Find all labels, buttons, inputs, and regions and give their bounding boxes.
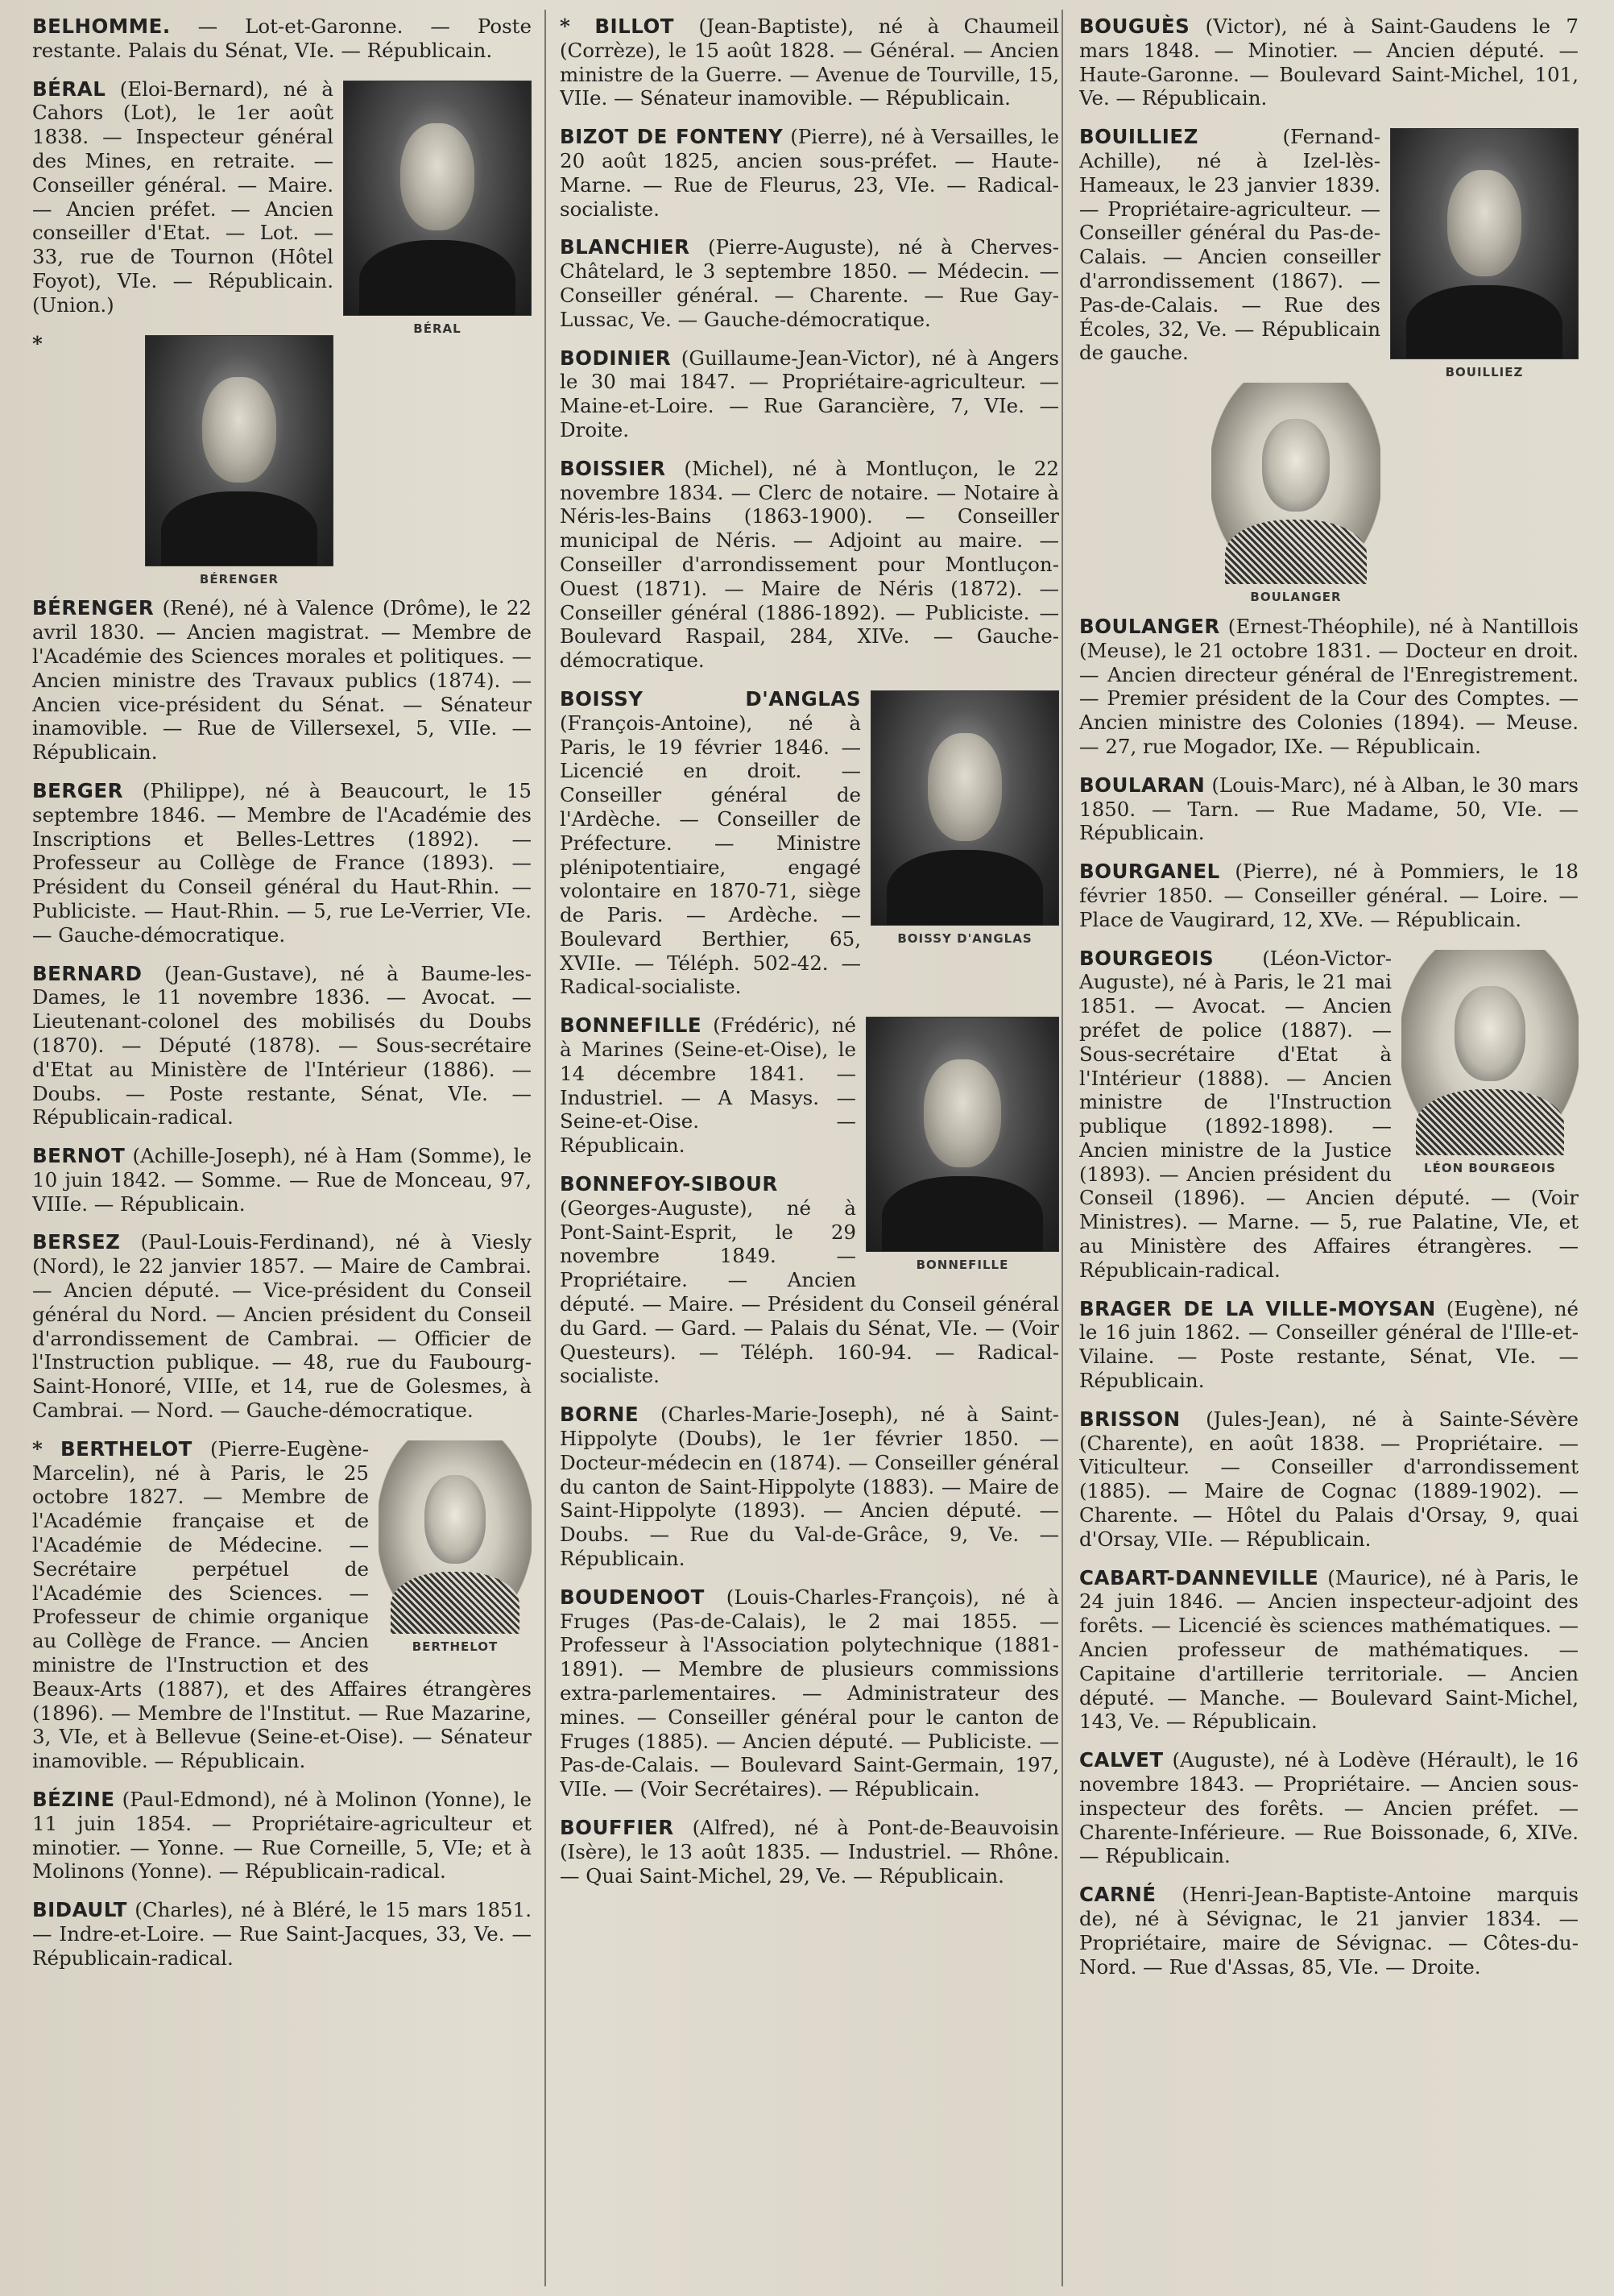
entry-text: (Achille-Joseph), né à Ham (Somme), le 10 juin 1842. — Somme. — Rue de Monceau, 97, VIIIe. — Républicain. [32, 1144, 532, 1216]
entry-name: BOUFFIER [560, 1815, 674, 1839]
entry-name: BONNEFOY-SIBOUR [560, 1172, 778, 1196]
portrait-figure [871, 690, 1059, 951]
directory-entry [560, 125, 1059, 221]
directory-entry [1079, 1748, 1579, 1868]
entry-text: (Charles-Marie-Joseph), né à Saint-Hippolyte (Doubs), le 1er février 1850. — Docteur-médecin en (1874). — Conseiller général du canton de Saint-Hippolyte (1883). — Maire de Saint-Hippolyte (1893). — Ancien député. — Doubs. — Rue du Val-de-Grâce, 9, Ve. — Républicain. [560, 1403, 1059, 1571]
entry-text: (Fernand-Achille), né à Izel-lès-Hameaux, le 23 janvier 1839. — Propriétaire-agriculteur. — Conseiller général du Pas-de-Calais. — Ancien conseiller d'arrondissement (1867). — Pas-de-Calais. — Rue des Écoles, 32, Ve. — Républicain de gauche. [1079, 125, 1380, 365]
entry-text: — Lot-et-Garonne. — Poste restante. Palais du Sénat, VIe. — Républicain. [32, 15, 532, 62]
portrait-figure [866, 1017, 1059, 1278]
directory-entry [560, 15, 1059, 110]
entry-name: BODINIER [560, 346, 672, 370]
directory-entry [1079, 860, 1579, 931]
entry-text: (Eugène), né le 16 juin 1862. — Conseiller général de l'Ille-et-Vilaine. — Poste restante, Sénat, VIe. — Républicain. [1079, 1296, 1579, 1393]
directory-entry [560, 346, 1059, 442]
entry-name: BERSEZ [32, 1230, 121, 1254]
portrait-caption: BÉRENGER [199, 571, 279, 586]
entry-text: (Philippe), né à Beaucourt, le 15 septembre 1846. — Membre de l'Académie des Inscriptions et Belles-Lettres (1892). — Professeur au Collège de France (1893). — Président du Conseil général du Haut-Rhin. — Publiciste. — Haut-Rhin. — 5, rue Le-Verrier, VIe. — Gauche-démocratique. [32, 778, 532, 947]
entry-name: CARNÉ [1079, 1883, 1157, 1907]
portrait-caption: BOULANGER [1250, 590, 1342, 605]
entry-name: BERNOT [32, 1144, 126, 1168]
entry-name: BORNE [560, 1403, 639, 1427]
portrait-figure [1211, 383, 1380, 610]
entry-name: CABART-DANNEVILLE [1079, 1565, 1319, 1589]
portrait-image [1211, 383, 1380, 584]
portrait-image [1401, 950, 1579, 1155]
entry-name: BOULARAN [1079, 773, 1206, 797]
directory-entry [560, 687, 1059, 999]
directory-entry [1079, 1883, 1579, 1979]
senator-marker: * [32, 331, 43, 355]
entry-text: (François-Antoine), né à Paris, le 19 février 1846. — Licencié en droit. — Conseiller général de l'Ardèche. — Conseiller de Préfecture. — Ministre plénipotentiaire, engagé volontaire en 1870-71, siège de Paris. — Ardèche. — Boulevard Berthier, 65, XVIIe. — Téléph. 502-42. — Radical-socialiste. [560, 711, 861, 999]
entry-text: (Henri-Jean-Baptiste-Antoine marquis de), né à Sévignac, le 21 janvier 1834. — Propriétaire, maire de Sévignac. — Côtes-du-Nord. — Rue d'Assas, 85, VIe. — Droite. [1079, 1883, 1579, 1979]
column-3 [1079, 15, 1579, 2282]
column-rule [1062, 10, 1063, 2286]
directory-entry [1079, 1297, 1579, 1393]
entry-text: (Michel), né à Montluçon, le 22 novembre 1834. — Clerc de notaire. — Notaire à Néris-les-Bains (1863-1900). — Conseiller municipal de Néris. — Adjoint au maire. — Conseiller d'arrondissement pour Montluçon-Ouest (1871). — Maire de Néris (1872). — Conseiller général (1886-1892). — Publiciste. — Boulevard Raspail, 284, XIVe. — Gauche-démocratique. [560, 456, 1059, 673]
entry-text: (Paul-Edmond), né à Molinon (Yonne), le 11 juin 1854. — Propriétaire-agriculteur et minotier. — Yonne. — Rue Corneille, 5, VIe; et à Molinons (Yonne). — Républicain-radical. [32, 1788, 532, 1884]
portrait-caption: BÉRAL [413, 321, 461, 336]
entry-name: BOUDENOOT [560, 1585, 705, 1609]
entry-text: (Jean-Gustave), né à Baume-les-Dames, le 11 novembre 1836. — Avocat. — Lieutenant-colonel des mobilisés du Doubs (1870). — Député (1878). — Sous-secrétaire d'Etat au Ministère de l'Intérieur (1886). — Doubs. — Poste restante, Sénat, VIe. — Républicain-radical. [32, 961, 532, 1129]
portrait-image [145, 335, 333, 566]
senator-marker: * [560, 15, 570, 38]
directory-entry [32, 1144, 532, 1216]
column-rule [544, 10, 546, 2286]
portrait-figure [1390, 128, 1579, 385]
portrait-figure [1401, 950, 1579, 1181]
directory-entry [32, 1788, 532, 1884]
portrait-figure [343, 81, 532, 342]
directory-entry [32, 15, 532, 63]
directory-entry [560, 457, 1059, 673]
portrait-caption: BOISSY D'ANGLAS [897, 930, 1033, 946]
column-2 [560, 15, 1059, 2282]
entry-name: BELHOMME. [32, 15, 171, 38]
entry-text: (Louis-Marc), né à Alban, le 30 mars 1850. — Tarn. — Rue Madame, 50, VIe. — Républicain. [1079, 773, 1579, 845]
directory-entry [32, 779, 532, 947]
entry-name: BOISSY D'ANGLAS [560, 686, 861, 711]
entry-name: BILLOT [594, 15, 675, 38]
entry-name: BIDAULT [32, 1898, 127, 1922]
directory-entry [1079, 773, 1579, 845]
directory-entry [1079, 947, 1579, 1283]
entry-text: (Georges-Auguste), né à Pont-Saint-Esprit, le 29 novembre 1849. — Propriétaire. — Ancien député. — Maire. — Président du Conseil général du Gard. — Gard. — Palais du Sénat, VIe. — (Voir Questeurs). — Téléph. 160-94. — Radical-socialiste. [560, 1196, 1059, 1388]
entry-name: BONNEFILLE [560, 1013, 702, 1038]
entry-text: (Charles), né à Bléré, le 15 mars 1851. — Indre-et-Loire. — Rue Saint-Jacques, 33, Ve. — Républicain-radical. [32, 1898, 532, 1970]
directory-entry [1079, 379, 1579, 759]
directory-entry [32, 962, 532, 1130]
entry-text: (Pierre-Auguste), né à Cherves-Châtelard, le 3 septembre 1850. — Médecin. — Conseiller général. — Charente. — Rue Gay-Lussac, Ve. — Gauche-démocratique. [560, 235, 1059, 331]
directory-entry [32, 1437, 532, 1773]
entry-name: BERNARD [32, 961, 143, 985]
entry-text: (Maurice), né à Paris, le 24 juin 1846. — Ancien inspecteur-adjoint des forêts. — Licencié ès sciences mathématiques. — Ancien professeur de mathématiques. — Capitaine d'artillerie territoriale. — Ancien député. — Manche. — Boulevard Saint-Michel, 143, Ve. — Républicain. [1079, 1565, 1579, 1734]
directory-entry [560, 1403, 1059, 1571]
directory-entry [32, 1898, 532, 1970]
entry-text: (Frédéric), né à Marines (Seine-et-Oise), le 14 décembre 1841. — Industriel. — A Masys. — Seine-et-Oise. — Républicain. [560, 1013, 856, 1158]
entry-name: BLANCHIER [560, 235, 690, 259]
portrait-caption: LÉON BOURGEOIS [1424, 1160, 1556, 1175]
entry-name: BÉRAL [32, 77, 106, 101]
entry-name: BRAGER DE LA VILLE-MOYSAN [1079, 1296, 1436, 1320]
directory-entry [560, 235, 1059, 331]
portrait-image [871, 690, 1059, 926]
directory-entry [32, 1230, 532, 1422]
directory-entry [560, 1585, 1059, 1801]
portrait-figure [379, 1440, 532, 1660]
entry-name: BOURGEOIS [1079, 946, 1215, 970]
entry-text: (Ernest-Théophile), né à Nantillois (Meuse), le 21 octobre 1831. — Docteur en droit. — Ancien directeur général de l'Enregistrement. — Premier président de la Cour des Comptes. — Ancien ministre des Colonies (1894). — Meuse. — 27, rue Mogador, IXe. — Républicain. [1079, 614, 1579, 758]
portrait-caption: BONNEFILLE [916, 1258, 1009, 1273]
entry-text: (Victor), né à Saint-Gaudens le 7 mars 1848. — Minotier. — Ancien député. — Haute-Garonne. — Boulevard Saint-Michel, 101, Ve. — Républicain. [1079, 15, 1579, 110]
entry-name: BOULANGER [1079, 614, 1220, 638]
entry-name: BOISSIER [560, 456, 666, 480]
portrait-image [1390, 128, 1579, 359]
directory-entry [560, 1816, 1059, 1888]
entry-text: (René), né à Valence (Drôme), le 22 avril 1830. — Ancien magistrat. — Membre de l'Académie des Sciences morales et politiques. — Ancien ministre des Travaux publics (1874). — Ancien vice-président du Sénat. — Sénateur inamovible. — Rue de Villersexel, 5, VIIe. — Républicain. [32, 596, 532, 765]
portrait-image [343, 81, 532, 316]
entry-text: (Eloi-Bernard), né à Cahors (Lot), le 1er août 1838. — Inspecteur général des Mines, en retraite. — Conseiller général. — Maire. — Ancien préfet. — Ancien conseiller d'Etat. — Lot. — 33, rue de Tournon (Hôtel Foyot), VIe. — Républicain. (Union.) [32, 77, 333, 317]
entry-name: BRISSON [1079, 1407, 1181, 1431]
entry-text: (Alfred), né à Pont-de-Beauvoisin (Isère), le 13 août 1835. — Industriel. — Rhône. — Quai Saint-Michel, 29, Ve. — Républicain. [560, 1815, 1059, 1888]
directory-entry [1079, 125, 1579, 380]
entry-text: (Louis-Charles-François), né à Fruges (Pas-de-Calais), le 2 mai 1855. — Professeur à l'Association polytechnique (1881-1891). — Membre de plusieurs commissions extra-parlementaires. — Administrateur des mines. — Conseiller général pour le canton de Fruges (1885). — Ancien député. — Publiciste. — Pas-de-Calais. — Boulevard Saint-Germain, 197, VIIe. — (Voir Secrétaires). — Républicain. [560, 1585, 1059, 1801]
column-1 [32, 15, 532, 2282]
entry-name: BOUILLIEZ [1079, 125, 1198, 149]
directory-entry [32, 332, 532, 765]
entry-text: (Pierre), né à Versailles, le 20 août 1825, ancien sous-préfet. — Haute-Marne. — Rue de Fleurus, 23, VIe. — Radical-socialiste. [560, 125, 1059, 221]
entry-name: BERGER [32, 778, 123, 802]
entry-name: BOUGUÈS [1079, 15, 1190, 38]
entry-text: (Auguste), né à Lodève (Hérault), le 16 novembre 1843. — Propriétaire. — Ancien sous-inspecteur des forêts. — Ancien préfet. — Charente-Inférieure. — Rue Boissonade, 6, XIVe. — Républicain. [1079, 1748, 1579, 1868]
entry-name: BIZOT DE FONTENY [560, 125, 784, 149]
directory-entry [1079, 15, 1579, 110]
entry-name: BERTHELOT [60, 1436, 192, 1461]
directory-entry [1079, 1566, 1579, 1734]
entry-name: BOURGANEL [1079, 860, 1220, 884]
entry-text: (Paul-Louis-Ferdinand), né à Viesly (Nord), le 22 janvier 1857. — Maire de Cambrai. — Ancien député. — Vice-président du Conseil général du Nord. — Ancien président du Conseil d'arrondissement de Cambrai. — Officier de l'Instruction publique. — 48, rue du Faubourg-Saint-Honoré, VIIIe, et 14, rue de Golesmes, à Cambrai. — Nord. — Gauche-démocratique. [32, 1230, 532, 1423]
entry-text: (Léon-Victor-Auguste), né à Paris, le 21 mai 1851. — Avocat. — Ancien préfet de police (1887). — Sous-secrétaire d'Etat à l'Intérieur (1888). — Ancien ministre de l'Instruction publique (1892-1898). — Ancien ministre de la Justice (1893). — Ancien président du Conseil (1896). — Ancien député. — (Voir Ministres). — Marne. — 5, rue Palatine, VIe, et au Ministère des Affaires étrangères. — Républicain-radical. [1079, 946, 1579, 1282]
portrait-caption: BOUILLIEZ [1445, 365, 1524, 380]
entry-text: (Jean-Baptiste), né à Chaumeil (Corrèze), le 15 août 1828. — Général. — Ancien ministre de la Guerre. — Avenue de Tourville, 15, VIIe. — Sénateur inamovible. — Républicain. [560, 15, 1059, 110]
portrait-image [379, 1440, 532, 1634]
entry-text: (Guillaume-Jean-Victor), né à Angers le 30 mai 1847. — Propriétaire-agriculteur. — Maine-et-Loire. — Rue Garancière, 7, VIe. — Droite. [560, 346, 1059, 441]
senator-marker: * [32, 1436, 43, 1461]
directory-entry [1079, 1407, 1579, 1552]
entry-name: BÉZINE [32, 1788, 115, 1812]
entry-name: BÉRENGER [32, 596, 155, 620]
entry-name: CALVET [1079, 1748, 1164, 1772]
directory-entry [32, 77, 532, 336]
entry-text: (Pierre-Eugène-Marcelin), né à Paris, le 25 octobre 1827. — Membre de l'Académie française et de l'Académie de Médecine. — Secrétaire perpétuel de l'Académie des Sciences. — Professeur de chimie organique au Collège de France. — Ancien ministre de l'Instruction et des Beaux-Arts (1887), et des Affaires étrangères (1896). — Membre de l'Institut. — Rue Mazarine, 3, VIe, et à Bellevue (Seine-et-Oise). — Sénateur inamovible. — Républicain. [32, 1436, 532, 1773]
portrait-image [866, 1017, 1059, 1252]
portrait-figure [145, 335, 333, 592]
entry-text: (Pierre), né à Pommiers, le 18 février 1850. — Conseiller général. — Loire. — Place de Vaugirard, 12, XVe. — Républicain. [1079, 860, 1579, 931]
portrait-caption: BERTHELOT [412, 1639, 499, 1654]
entry-text: (Jules-Jean), né à Sainte-Sévère (Charente), en août 1838. — Propriétaire. — Viticulteur. — Conseiller d'arrondissement (1885). — Maire de Cognac (1889-1902). — Charente. — Hôtel du Palais d'Orsay, 9, quai d'Orsay, VIIe. — Républicain. [1079, 1407, 1579, 1551]
